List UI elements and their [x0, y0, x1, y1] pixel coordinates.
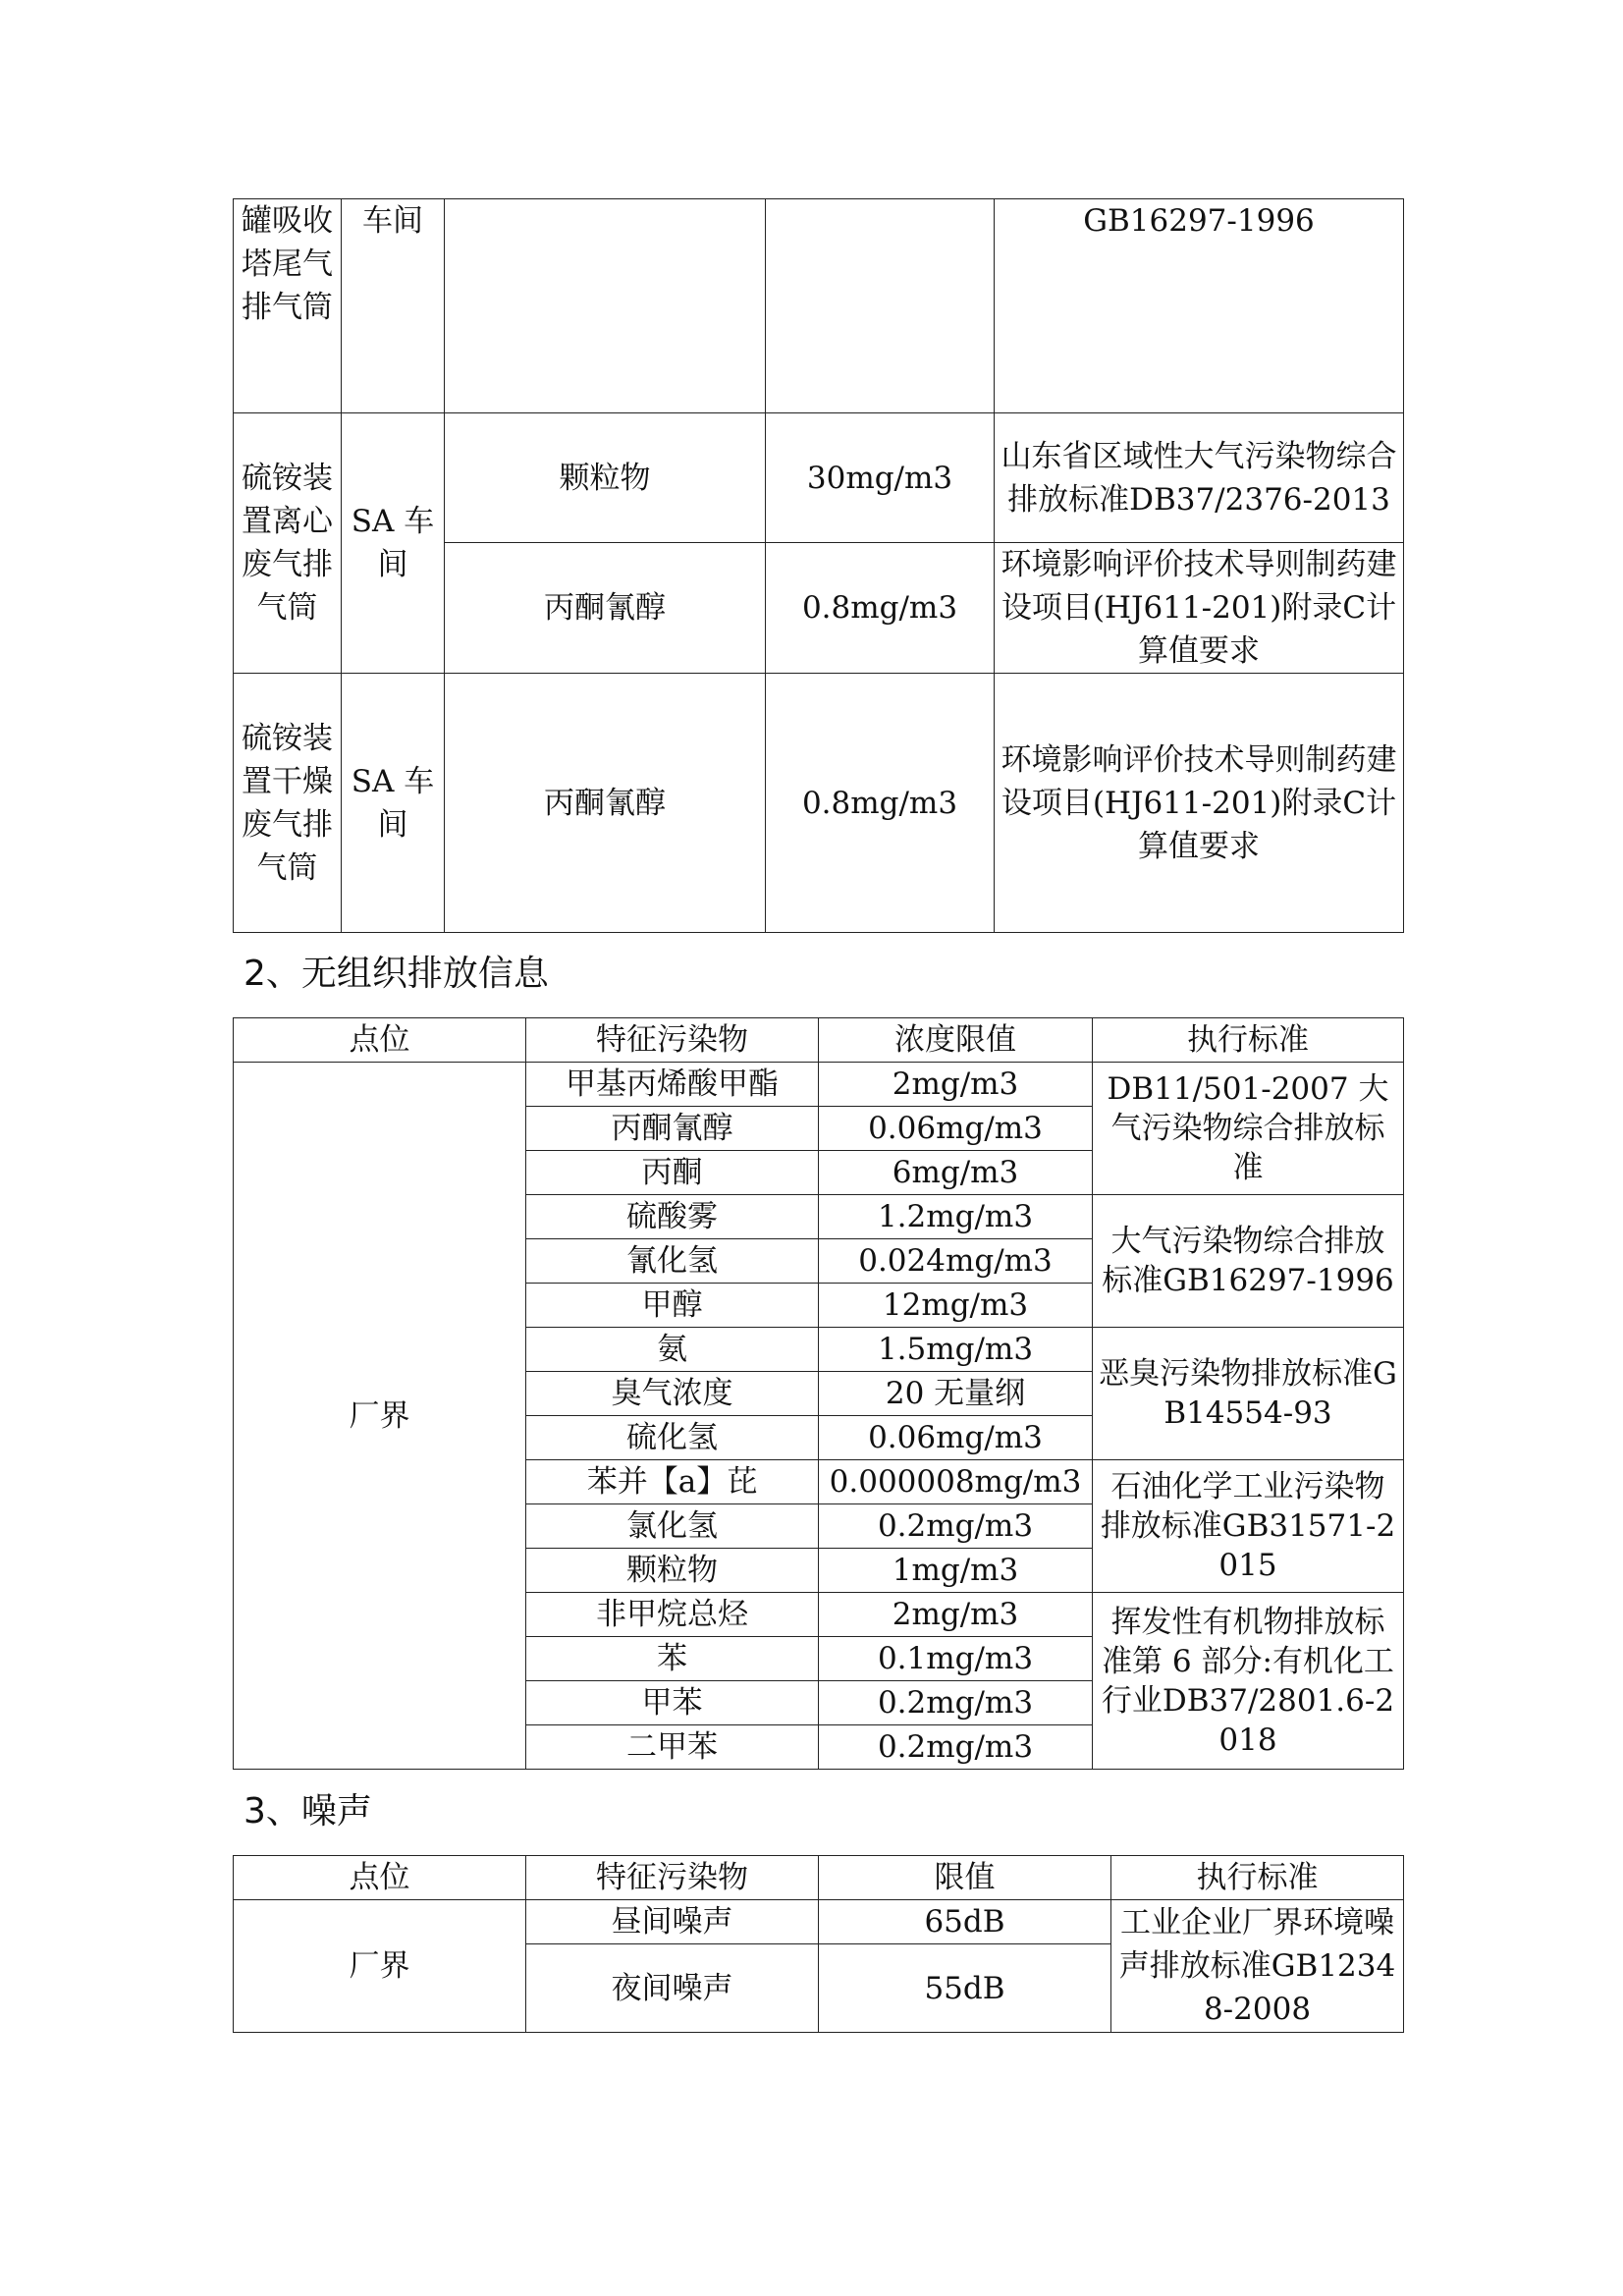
section-heading-noise: 3、噪声 [243, 1791, 372, 1831]
source-cell: 硫铵装置离心废气排气筒 [234, 413, 342, 674]
limit-cell: 1.5mg/m3 [819, 1328, 1093, 1372]
standard-cell: 环境影响评价技术导则制药建设项目(HJ611-201)附录C计算值要求 [995, 543, 1404, 674]
limit-cell: 0.1mg/m3 [819, 1637, 1093, 1681]
pollutant-cell [445, 199, 766, 413]
standard-cell: 大气污染物综合排放标准GB16297-1996 [1093, 1195, 1404, 1328]
fugitive-emission-table [233, 1017, 1404, 1770]
pollutant-cell: 氯化氢 [526, 1504, 819, 1549]
header-cell: 执行标准 [1111, 1856, 1404, 1900]
standard-cell: 挥发性有机物排放标准第 6 部分:有机化工行业DB37/2801.6-2018 [1093, 1593, 1404, 1770]
pollutant-cell: 臭气浓度 [526, 1372, 819, 1416]
limit-cell: 0.06mg/m3 [819, 1416, 1093, 1460]
standard-cell: DB11/501-2007 大气污染物综合排放标准 [1093, 1063, 1404, 1195]
limit-cell: 0.2mg/m3 [819, 1504, 1093, 1549]
limit-cell: 55dB [819, 1944, 1111, 2033]
standard-cell: GB16297-1996 [995, 199, 1404, 413]
pollutant-cell: 昼间噪声 [526, 1900, 819, 1944]
limit-cell: 0.2mg/m3 [819, 1681, 1093, 1725]
pollutant-cell: 丙酮氰醇 [526, 1107, 819, 1151]
workshop-cell: SA 车间 [342, 674, 445, 933]
standard-cell: 山东省区域性大气污染物综合排放标准DB37/2376-2013 [995, 413, 1404, 543]
noise-table [233, 1855, 1404, 2033]
standard-cell: 工业企业厂界环境噪声排放标准GB12348-2008 [1111, 1900, 1404, 2033]
limit-cell [766, 199, 995, 413]
standard-cell: 石油化学工业污染物排放标准GB31571-2015 [1093, 1460, 1404, 1593]
pollutant-cell: 氨 [526, 1328, 819, 1372]
pollutant-cell: 二甲苯 [526, 1725, 819, 1770]
source-cell: 硫铵装置干燥废气排气筒 [234, 674, 342, 933]
pollutant-cell: 氰化氢 [526, 1239, 819, 1284]
header-cell: 点位 [234, 1856, 526, 1900]
header-cell: 浓度限值 [819, 1018, 1093, 1063]
limit-cell: 0.024mg/m3 [819, 1239, 1093, 1284]
limit-cell: 0.8mg/m3 [766, 674, 995, 933]
pollutant-cell: 丙酮氰醇 [445, 674, 766, 933]
pollutant-cell: 硫化氢 [526, 1416, 819, 1460]
location-cell: 厂界 [234, 1063, 526, 1770]
limit-cell: 0.8mg/m3 [766, 543, 995, 674]
limit-cell: 1.2mg/m3 [819, 1195, 1093, 1239]
header-cell: 点位 [234, 1018, 526, 1063]
header-cell: 执行标准 [1093, 1018, 1404, 1063]
limit-cell: 2mg/m3 [819, 1063, 1093, 1107]
pollutant-cell: 硫酸雾 [526, 1195, 819, 1239]
limit-cell: 65dB [819, 1900, 1111, 1944]
pollutant-cell: 颗粒物 [445, 413, 766, 543]
standard-cell: 恶臭污染物排放标准GB14554-93 [1093, 1328, 1404, 1460]
workshop-cell: SA 车间 [342, 413, 445, 674]
pollutant-cell: 苯 [526, 1637, 819, 1681]
pollutant-cell: 非甲烷总烃 [526, 1593, 819, 1637]
header-cell: 特征污染物 [526, 1856, 819, 1900]
section-heading-fugitive: 2、无组织排放信息 [243, 954, 549, 994]
limit-cell: 6mg/m3 [819, 1151, 1093, 1195]
standard-cell: 环境影响评价技术导则制药建设项目(HJ611-201)附录C计算值要求 [995, 674, 1404, 933]
limit-cell: 0.06mg/m3 [819, 1107, 1093, 1151]
workshop-cell: 车间 [342, 199, 445, 413]
header-cell: 限值 [819, 1856, 1111, 1900]
location-cell: 厂界 [234, 1900, 526, 2033]
pollutant-cell: 苯并【a】芘 [526, 1460, 819, 1504]
pollutant-cell: 丙酮 [526, 1151, 819, 1195]
limit-cell: 1mg/m3 [819, 1549, 1093, 1593]
limit-cell: 20 无量纲 [819, 1372, 1093, 1416]
limit-cell: 2mg/m3 [819, 1593, 1093, 1637]
pollutant-cell: 甲苯 [526, 1681, 819, 1725]
source-cell: 罐吸收塔尾气排气筒 [234, 199, 342, 413]
limit-cell: 0.2mg/m3 [819, 1725, 1093, 1770]
limit-cell: 12mg/m3 [819, 1284, 1093, 1328]
header-cell: 特征污染物 [526, 1018, 819, 1063]
pollutant-cell: 甲基丙烯酸甲酯 [526, 1063, 819, 1107]
pollutant-cell: 甲醇 [526, 1284, 819, 1328]
pollutant-cell: 颗粒物 [526, 1549, 819, 1593]
pollutant-cell: 夜间噪声 [526, 1944, 819, 2033]
pollutant-cell: 丙酮氰醇 [445, 543, 766, 674]
organized-emission-table [233, 198, 1404, 933]
limit-cell: 0.000008mg/m3 [819, 1460, 1093, 1504]
limit-cell: 30mg/m3 [766, 413, 995, 543]
